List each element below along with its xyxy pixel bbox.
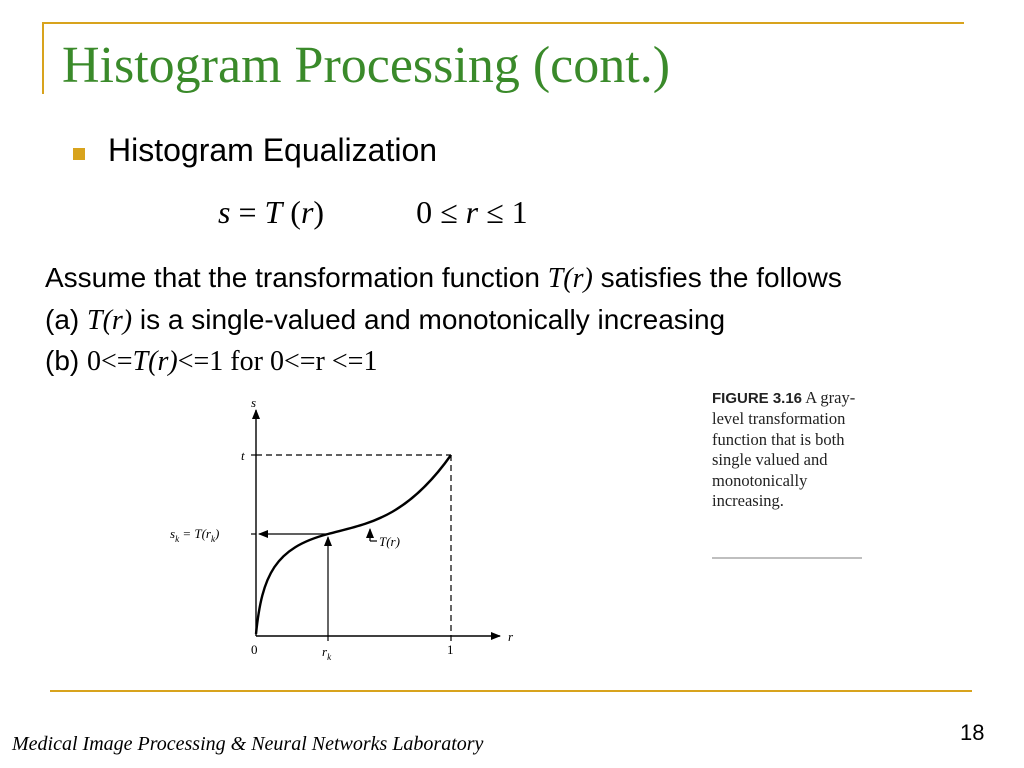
sk-tick-label [170,526,219,544]
sk-rk-subscript: k [210,534,215,544]
sk-main: s [170,526,176,541]
line2-label: (a) [45,304,87,335]
transformation-function-figure [160,388,540,678]
sk-end: ) [214,526,220,541]
body-line-condition-a [45,306,725,335]
frame-left-rule [42,22,44,94]
equation-s-equals-t-of-r [218,196,528,228]
eq-equals: = [230,194,265,230]
line1-fn: T(r) [547,263,593,294]
eq-range-end: ≤ 1 [478,194,528,230]
rk-main: r [322,644,328,659]
eq-lhs: s [218,194,231,230]
footer-rule [50,690,972,692]
body-line-condition-b [45,347,377,376]
eq-paren-open: ( [282,194,301,230]
caption-rule [712,557,862,559]
frame-top-rule [42,22,964,24]
transformation-curve [256,455,451,634]
figure-caption-text: A gray-level transformation function that is both single valued and monotonically increasing. [712,388,856,511]
footer-lab-name: Medical Image Processing & Neural Networks Laboratory [12,733,484,755]
eq-func: T [264,194,283,230]
bullet-square-icon [73,148,85,160]
line3-label: (b) [45,345,87,376]
line1-post: satisfies the follows [592,262,842,293]
sk-subscript: k [175,534,180,544]
sk-mid: = T(r [179,526,211,541]
eq-arg: r [300,194,314,230]
eq-range-start: 0 ≤ [416,194,466,230]
line2-fn: T(r) [87,305,133,336]
line3-post: <=1 for 0<=r <=1 [177,346,378,377]
eq-range-var: r [465,194,479,230]
slide-title: Histogram Processing (cont.) [62,37,671,94]
page-number: 18 [960,720,985,745]
r-axis-label: r [508,629,514,644]
rk-subscript: k [327,652,332,662]
curve-label: T(r) [379,534,400,549]
line2-post: is a single-valued and monotonically increasing [132,304,726,335]
line3-fn: T(r) [132,346,178,377]
line3-pre: 0<= [87,346,133,377]
t-tick-label: t [241,448,245,463]
figure-caption [712,388,882,511]
figure-caption-label: FIGURE 3.16 [712,390,803,407]
eq-paren-close: ) [313,194,325,230]
line1-pre: Assume that the transformation function [45,262,548,293]
s-axis-label: s [251,395,257,410]
zero-tick-label: 0 [251,642,258,657]
body-line-assumption [45,264,842,293]
bullet-histogram-equalization: Histogram Equalization [108,132,438,168]
one-tick-label: 1 [447,642,454,657]
rk-tick-label [322,644,332,662]
